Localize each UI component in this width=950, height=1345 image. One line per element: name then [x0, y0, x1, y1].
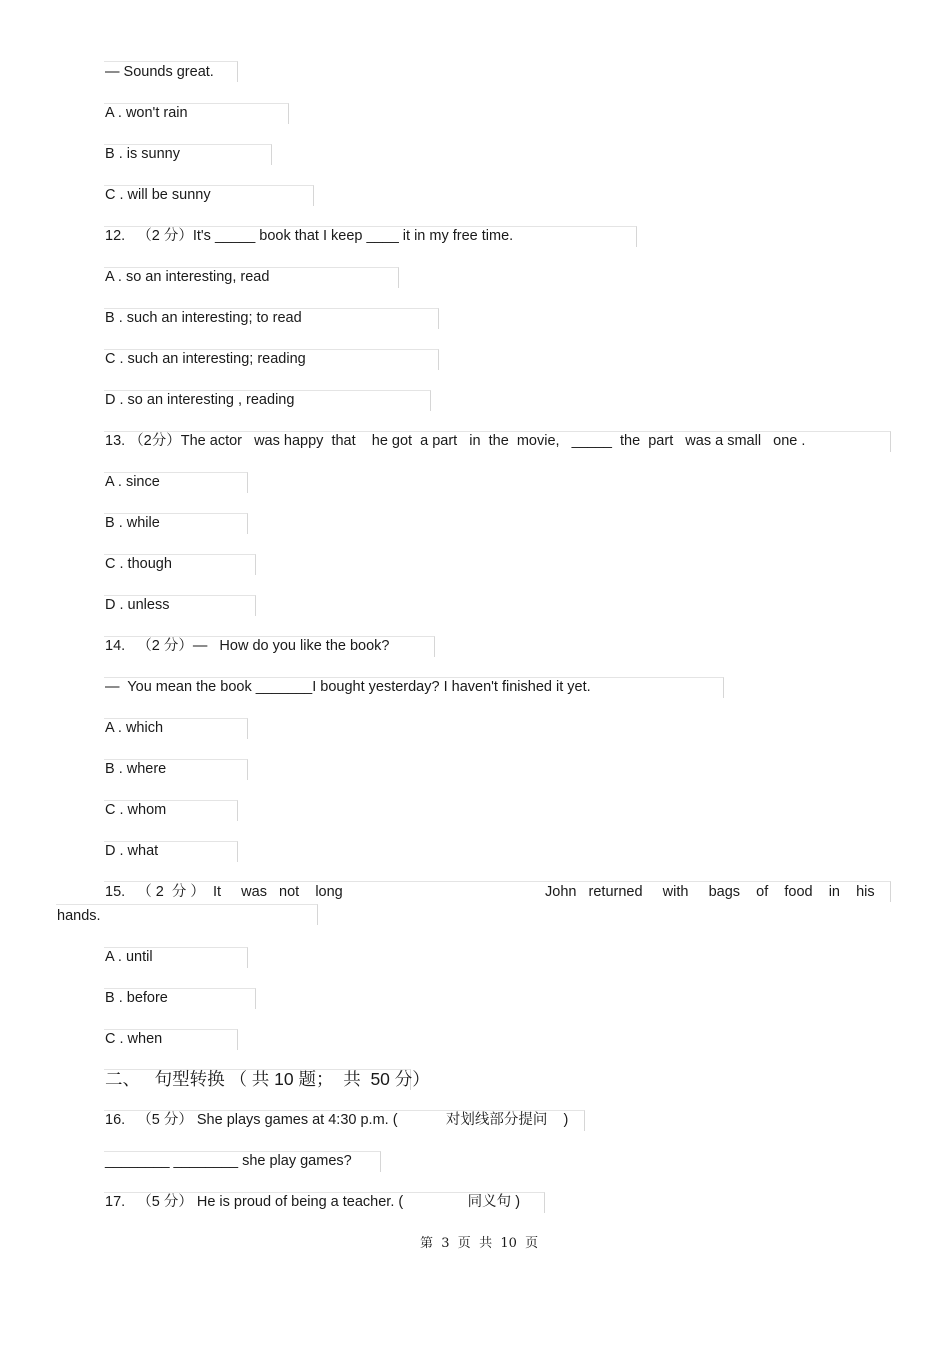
option-a: A . since [105, 474, 160, 490]
option-a: A . until [105, 949, 153, 965]
option-b: B . is sunny [105, 146, 180, 162]
option-c: C . though [105, 556, 172, 572]
option-d: D . unless [105, 597, 170, 613]
question-12: 12. （2 分）It's _____ book that I keep ____ it in my free time. [105, 228, 514, 244]
option-b: B . where [105, 761, 167, 777]
dialogue-line: — Sounds great. [105, 64, 214, 80]
option-b: B . before [105, 990, 168, 1006]
option-b: B . while [105, 515, 160, 531]
question-16-answer-line: ________ ________ she play games? [105, 1153, 352, 1169]
option-a: A . won't rain [105, 105, 188, 121]
question-15-end: John returned with bags of food in his [545, 884, 875, 900]
section-heading: 二、 句型转换 （ 共 10 题； 共 50 分） [105, 1069, 430, 1089]
question-15-start: 15. （ 2 分 ） It was not long [105, 884, 343, 900]
option-a: A . so an interesting, read [105, 269, 270, 285]
page-footer: 第 3 页 共 10 页 [420, 1236, 539, 1251]
question-15-continuation: hands. [57, 908, 101, 924]
option-d: D . so an interesting , reading [105, 392, 295, 408]
option-c: C . such an interesting; reading [105, 351, 306, 367]
question-17: 17. （5 分） He is proud of being a teacher. ( 同义句 ) [105, 1194, 521, 1210]
question-16: 16. （5 分） She plays games at 4:30 p.m. ( 对划线部分提问 ) [105, 1112, 569, 1128]
option-a: A . which [105, 720, 164, 736]
option-b: B . such an interesting; to read [105, 310, 302, 326]
option-c: C . whom [105, 802, 167, 818]
option-d: D . what [105, 843, 159, 859]
option-c: C . when [105, 1031, 163, 1047]
question-13: 13. （2分）The actor was happy that he got a part in the movie, _____ the part was a small one . [105, 433, 806, 449]
question-14: 14. （2 分）— How do you like the book? [105, 638, 390, 654]
question-14-sentence: — You mean the book _______I bought yesterday? I haven't finished it yet. [105, 679, 591, 695]
option-c: C . will be sunny [105, 187, 211, 203]
